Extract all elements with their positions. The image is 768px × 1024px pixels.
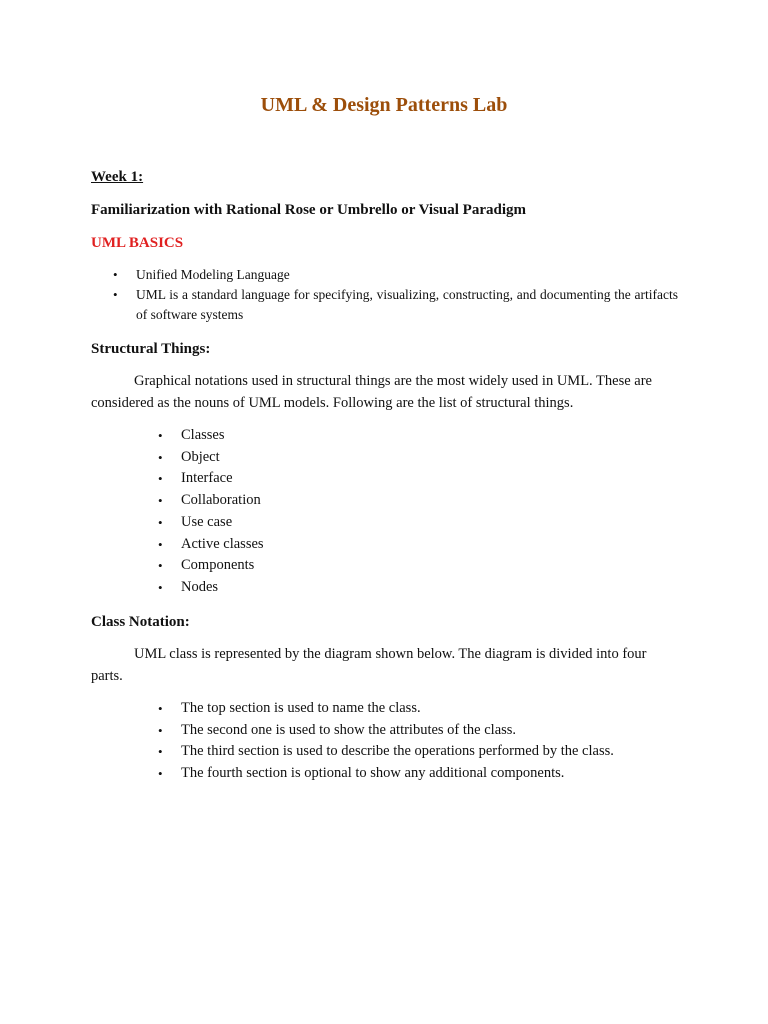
list-item-text: The fourth section is optional to show any additional components. bbox=[181, 765, 565, 782]
bullet-icon: • bbox=[158, 428, 163, 443]
list-item-text: The third section is used to describe the operations performed by the class. bbox=[181, 743, 614, 760]
list-item-text: UML is a standard language for specifying, visualizing, constructing, and documenting the artifacts of software systems bbox=[136, 287, 678, 322]
list-item-text: Collaboration bbox=[181, 492, 261, 509]
list-item-text: Interface bbox=[181, 470, 233, 487]
list-item bbox=[113, 265, 678, 285]
bullet-icon: • bbox=[158, 558, 163, 574]
class-notation-heading: Class Notation: bbox=[91, 614, 190, 630]
list-item bbox=[158, 577, 678, 599]
bullet-icon: • bbox=[158, 701, 163, 716]
structural-things-heading: Structural Things: bbox=[91, 341, 211, 357]
structural-things-list bbox=[158, 425, 678, 599]
bullet-icon: • bbox=[158, 493, 163, 509]
list-item bbox=[158, 447, 678, 469]
list-item bbox=[158, 763, 678, 785]
list-item bbox=[158, 425, 678, 447]
bullet-icon: • bbox=[158, 471, 163, 487]
list-item-text: Nodes bbox=[181, 578, 219, 595]
list-item bbox=[158, 698, 678, 720]
uml-basics-list bbox=[113, 265, 678, 325]
list-item bbox=[158, 534, 678, 556]
list-item bbox=[158, 512, 678, 534]
bullet-icon: • bbox=[113, 287, 118, 302]
list-item-text: Use case bbox=[181, 513, 233, 530]
document-title: UML & Design Patterns Lab bbox=[260, 94, 508, 116]
list-item-text: The top section is used to name the class. bbox=[181, 700, 421, 716]
list-item-text: Object bbox=[181, 448, 220, 465]
list-item-text: Classes bbox=[181, 427, 225, 443]
structural-paragraph: Graphical notations used in structural things are the most widely used in UML. These are considered as the nouns of UML models. Following are the list of structural things. bbox=[91, 373, 652, 411]
list-item bbox=[158, 720, 678, 742]
bullet-icon: • bbox=[158, 449, 163, 465]
bullet-icon: • bbox=[158, 579, 163, 595]
list-item bbox=[113, 285, 678, 325]
bullet-icon: • bbox=[113, 267, 118, 282]
list-item-text: Unified Modeling Language bbox=[136, 267, 290, 282]
bullet-icon: • bbox=[158, 744, 163, 760]
bullet-icon: • bbox=[158, 722, 163, 738]
uml-basics-heading: UML BASICS bbox=[91, 235, 184, 251]
list-item-text: The second one is used to show the attributes of the class. bbox=[181, 721, 517, 738]
list-item-text: Components bbox=[181, 557, 255, 574]
familiarization-heading: Familiarization with Rational Rose or Umbrello or Visual Paradigm bbox=[91, 202, 526, 218]
list-item-text: Active classes bbox=[181, 535, 264, 552]
list-item bbox=[158, 555, 678, 577]
class-notation-paragraph: UML class is represented by the diagram shown below. The diagram is divided into four parts. bbox=[91, 646, 647, 684]
list-item bbox=[158, 490, 678, 512]
class-notation-list bbox=[158, 698, 678, 785]
list-item bbox=[158, 468, 678, 490]
week-heading: Week 1: bbox=[91, 169, 144, 185]
list-item bbox=[158, 741, 678, 763]
bullet-icon: • bbox=[158, 514, 163, 530]
bullet-icon: • bbox=[158, 766, 163, 782]
bullet-icon: • bbox=[158, 536, 163, 552]
